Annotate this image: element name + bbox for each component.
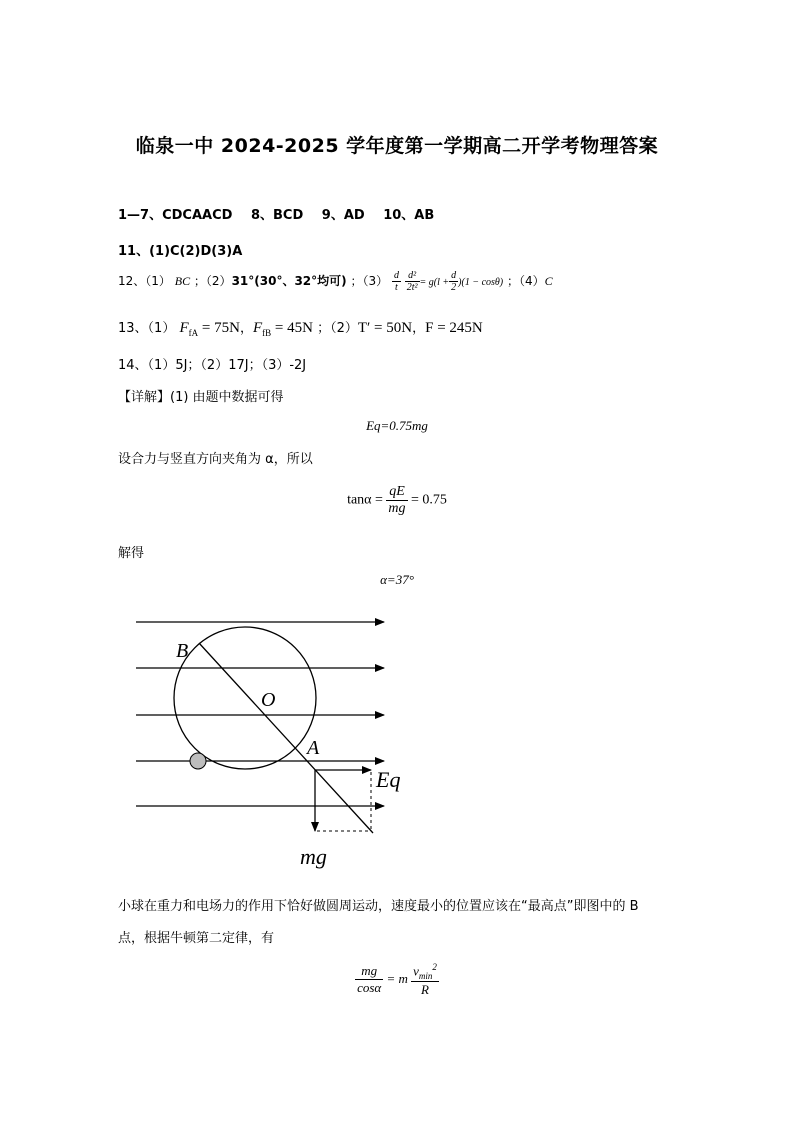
label-Eq: Eq [376,767,401,792]
label-mg: mg [300,844,327,869]
q13-t: T′ = 50N [357,320,413,336]
q13-fa-sub: fA [188,328,199,338]
frac-den: 2t² [406,282,418,293]
answer-10: 10、AB [383,208,435,223]
frac-den: R [421,981,429,997]
eq4-frac-left [355,963,383,996]
page-title: 临泉一中 2024-2025 学年度第一学期高二开学考物理答案 [135,135,659,157]
label-A: A [307,737,320,759]
q13-label: 13、（1） [118,321,176,336]
frac-den: t [395,282,398,293]
frac-num: mg [355,963,383,980]
v-sub: min [418,970,433,981]
q12-p4-ans: C [544,274,553,288]
q12-p2-num: ；（2） [193,274,232,288]
q13-fa: F [179,320,189,336]
q12-p1-num: （1） [145,274,171,288]
answer-9: 9、AD [321,208,365,223]
q13-fa-val: = 75N [198,320,240,336]
frac-num: qE [386,484,407,501]
equation-newton [0,962,794,998]
label-B: B [176,640,189,662]
equation-eq-075mg: Eq=0.75mg [366,418,428,433]
q12-p2-ans: 31°(30°、32°均可) [231,274,347,288]
q12-eq-rest1: = g(l + [419,277,450,288]
answer-14-text: 14、（1）5J；（2）17J；（3）-2J [118,358,307,373]
detail-intro: 【详解】(1) 由题中数据可得 [118,390,284,405]
frac-num: d [451,270,457,281]
equation-alpha-37: α=37° [380,572,414,587]
diagonal-line [199,643,373,833]
frac-num: d [393,270,399,281]
eq4-eq: = m [386,970,408,986]
eq2-lhs: tanα = [347,492,383,508]
q13-sep1: ， [239,321,253,336]
q12-p1-ans: BC [174,274,191,288]
q13-fb-val: = 45N [271,320,313,336]
q12-label: 12、 [118,274,146,288]
q13-fb: F [252,320,263,336]
q13-p2: ；（2） [317,321,358,336]
paragraph-line-2: 点，根据牛顿第二定律，有 [118,931,275,946]
q13-sep2: ， [412,321,426,336]
paragraph-line-1: 小球在重力和电场力的作用下恰好做圆周运动，速度最小的位置应该在“最高点”即图中的 B [118,899,639,914]
frac-den: mg [388,501,406,516]
q12-eq-rest2: )(1 − cosθ) [458,277,504,288]
answer-8: 8、BCD [250,208,304,223]
solve-label: 解得 [118,546,145,561]
v-symbol: v [413,963,419,979]
frac-den: 2 [451,282,457,293]
v-sup: 2 [432,962,437,972]
frac-num: d² [405,270,420,282]
label-O: O [261,689,276,711]
field-lines [136,622,384,806]
q13-f: F = 245N [425,320,483,336]
q13-fb-sub: fB [262,328,272,338]
eq2-rhs: = 0.75 [411,492,447,508]
answer-11-text: 11、(1)C(2)D(3)A [118,244,243,259]
q12-p4-num: ；（4） [506,274,545,288]
ball [190,753,206,769]
q12-p3-num: ；（3） [350,274,389,288]
answer-1-7: 1—7、CDCAACD [118,208,233,223]
angle-description: 设合力与竖直方向夹角为 α，所以 [118,452,313,467]
frac-den: cosα [357,980,382,996]
eq4-frac-right [411,962,439,998]
